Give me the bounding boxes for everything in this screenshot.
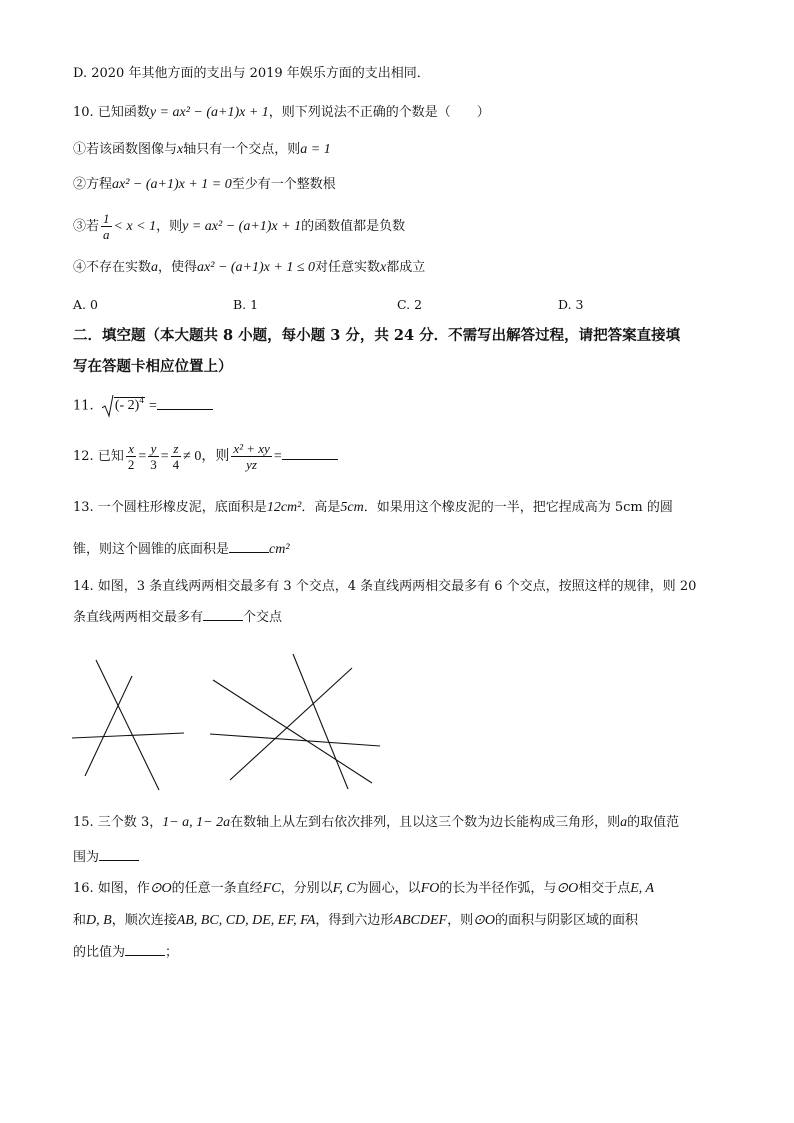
q15-line-1: 15. 三个数 3，1− a, 1− 2a在数轴上从左到右依次排列，且以这三个数为边长能构成三角形，则a的取值范	[73, 815, 680, 830]
q15-line-2: 围为	[73, 848, 139, 867]
fraction: $\frac{1}{a}$	[103, 211, 110, 242]
line-4d	[230, 668, 352, 780]
q16-line-3: 的比值为 ；	[73, 945, 179, 960]
q9-option-d: D. 2020 年其他方面的支出与 2019 年娱乐方面的支出相同．	[73, 66, 430, 81]
section-2-heading-line-2: 写在答题卡相应位置上）	[73, 358, 233, 375]
q13-line-2: 锥，则这个圆锥的底面积是 cm²	[73, 542, 290, 557]
q10-stem: 10. 已知函数y = ax² − (a+1)x + 1，则下列说法不正确的个数是（ ）	[73, 105, 490, 120]
q13-line-1: 13. 一个圆柱形橡皮泥，底面积是12cm²．高是5cm．如果用这个橡皮泥的一半，把它捏成高为 5cm 的圆	[73, 500, 673, 515]
q10-statement-1: ①若该函数图像与x轴只有一个交点，则a = 1	[73, 142, 331, 157]
answer-blank[interactable]	[125, 943, 165, 956]
radical-sign-icon	[102, 394, 114, 418]
q10-statement-3: ③若 $\frac{1}{a}$ < x < 1，则y = ax² − (a+1)x + 1的函数值都是负数	[73, 211, 406, 242]
q16-line-1: 16. 如图，作⊙O的任意一条直经FC，分别以F, C为圆心，以FO的长为半径作弧，与⊙O相交于点E, A	[73, 881, 655, 896]
q10-option-b: B. 1	[233, 297, 259, 312]
q10-statement-4: ④不存在实数a，使得ax² − (a+1)x + 1 ≤ 0对任意实数x都成立	[73, 260, 426, 275]
q16-line-2: 和D, B，顺次连接AB, BC, CD, DE, EF, FA，得到六边形ABCDEF，则⊙O的面积与阴影区域的面积	[73, 913, 638, 928]
square-root: (- 2)$^4$	[102, 392, 145, 420]
q10-option-a: A. 0	[73, 297, 98, 312]
q10-option-c: C. 2	[397, 297, 423, 312]
q14-line-2: 条直线两两相交最多有 个交点	[73, 610, 283, 625]
answer-blank[interactable]	[229, 540, 269, 553]
line-4b	[210, 734, 380, 746]
q14-line-1: 14. 如图，3 条直线两两相交最多有 3 个交点，4 条直线两两相交最多有 6 个交点，按照这样的规律，则 20	[73, 579, 697, 594]
section-2-heading-line-1: 二．填空题（本大题共 8 小题，每小题 3 分，共 24 分．不需写出解答过程，请把答案直接填	[73, 327, 681, 344]
answer-blank[interactable]	[157, 397, 213, 410]
q11: 11. (- 2)$^4$ =	[73, 392, 213, 421]
q12: 12. 已知 $\frac{x}{2}$ = $\frac{y}{3}$ = $\frac{z}{4}$ ≠ 0，则 $\frac{\text{x² + xy}}{yz}$ =	[73, 437, 338, 477]
answer-blank[interactable]	[99, 848, 139, 861]
line-3c	[72, 733, 184, 738]
answer-blank[interactable]	[203, 608, 243, 621]
line-4a	[213, 680, 372, 783]
line-4c	[293, 654, 348, 789]
line-3b	[85, 676, 132, 776]
answer-blank[interactable]	[282, 447, 338, 460]
q10-option-d: D. 3	[558, 297, 584, 312]
q14-figure-lines	[60, 648, 400, 798]
q10-statement-2: ②方程ax² − (a+1)x + 1 = 0至少有一个整数根	[73, 177, 336, 192]
line-3a	[96, 660, 159, 790]
